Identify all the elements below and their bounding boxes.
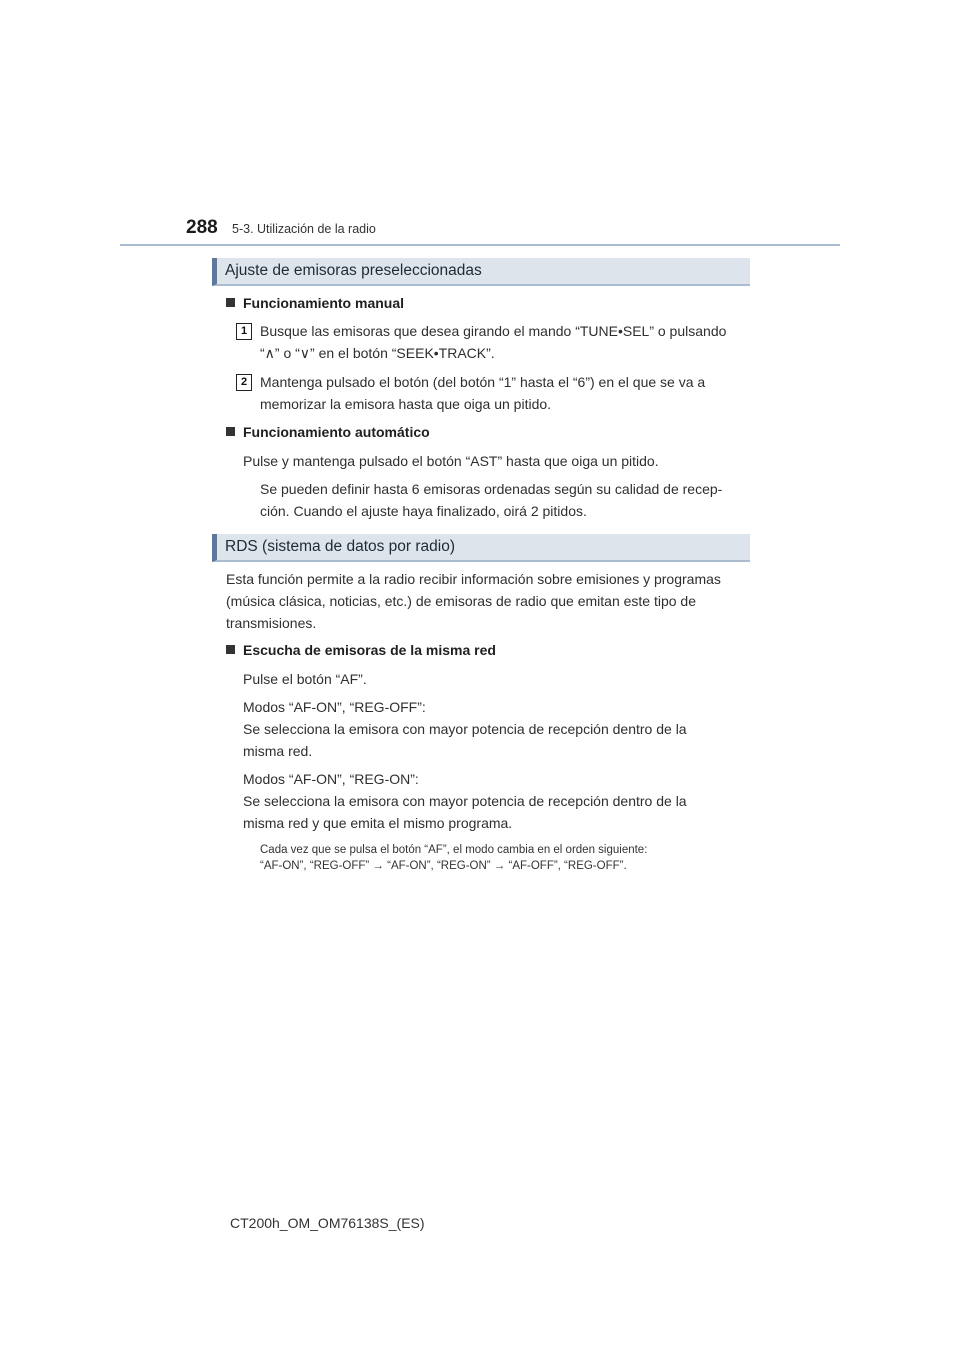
square-bullet-icon	[226, 645, 235, 654]
document-code: CT200h_OM_OM76138S_(ES)	[230, 1215, 425, 1231]
step-number-badge: 1	[236, 323, 252, 340]
step-1-text: Busque las emisoras que desea girando el mando “TUNE•SEL” o pulsando “∧” o “∨” en el botón “SEEK•TRACK”.	[260, 323, 727, 361]
step-number-badge: 2	[236, 374, 252, 391]
subheading-manual: Funcionamiento manual	[226, 295, 404, 311]
section-title-bar-rds	[212, 534, 750, 562]
auto-note: Se pueden definir hasta 6 emisoras ordenadas según su calidad de recep- ción. Cuando el ajuste haya finalizado, oirá 2 pitidos.	[260, 481, 723, 519]
section-title: RDS (sistema de datos por radio)	[225, 538, 456, 555]
subheading-auto: Funcionamiento automático	[226, 424, 430, 440]
subheading-network: Escucha de emisoras de la misma red	[226, 642, 496, 658]
af-mode-cycle-note: Cada vez que se pulsa el botón “AF”, el modo cambia en el orden siguiente: “AF-ON”, “REG-OFF” → “AF-ON”, “REG-ON” → “AF-OFF”, “REG-OFF”.	[260, 844, 648, 872]
mode-af-on-reg-off: Modos “AF-ON”, “REG-OFF”: Se selecciona la emisora con mayor potencia de recepción dentro de la misma red.	[243, 699, 687, 759]
af-instruction: Pulse el botón “AF”.	[243, 671, 367, 687]
square-bullet-icon	[226, 427, 235, 436]
rds-intro: Esta función permite a la radio recibir información sobre emisiones y programas (música clásica, noticias, etc.) de emisoras de radio que emitan este tipo de transmisiones.	[226, 571, 721, 631]
mode-af-on-reg-on: Modos “AF-ON”, “REG-ON”: Se selecciona la emisora con mayor potencia de recepción dentro de la misma red y que emita el mismo programa.	[243, 771, 687, 831]
auto-instruction: Pulse y mantenga pulsado el botón “AST” hasta que oiga un pitido.	[243, 453, 659, 469]
header-divider	[120, 244, 840, 246]
chapter-title: 5-3. Utilización de la radio	[232, 222, 376, 236]
square-bullet-icon	[226, 298, 235, 307]
section-title-bar-presets	[212, 258, 750, 286]
page-number: 288	[186, 217, 218, 238]
section-title: Ajuste de emisoras preseleccionadas	[225, 262, 482, 279]
step-2-text: Mantenga pulsado el botón (del botón “1” hasta el “6”) en el que se va a memorizar la emisora hasta que oiga un pitido.	[260, 374, 706, 412]
